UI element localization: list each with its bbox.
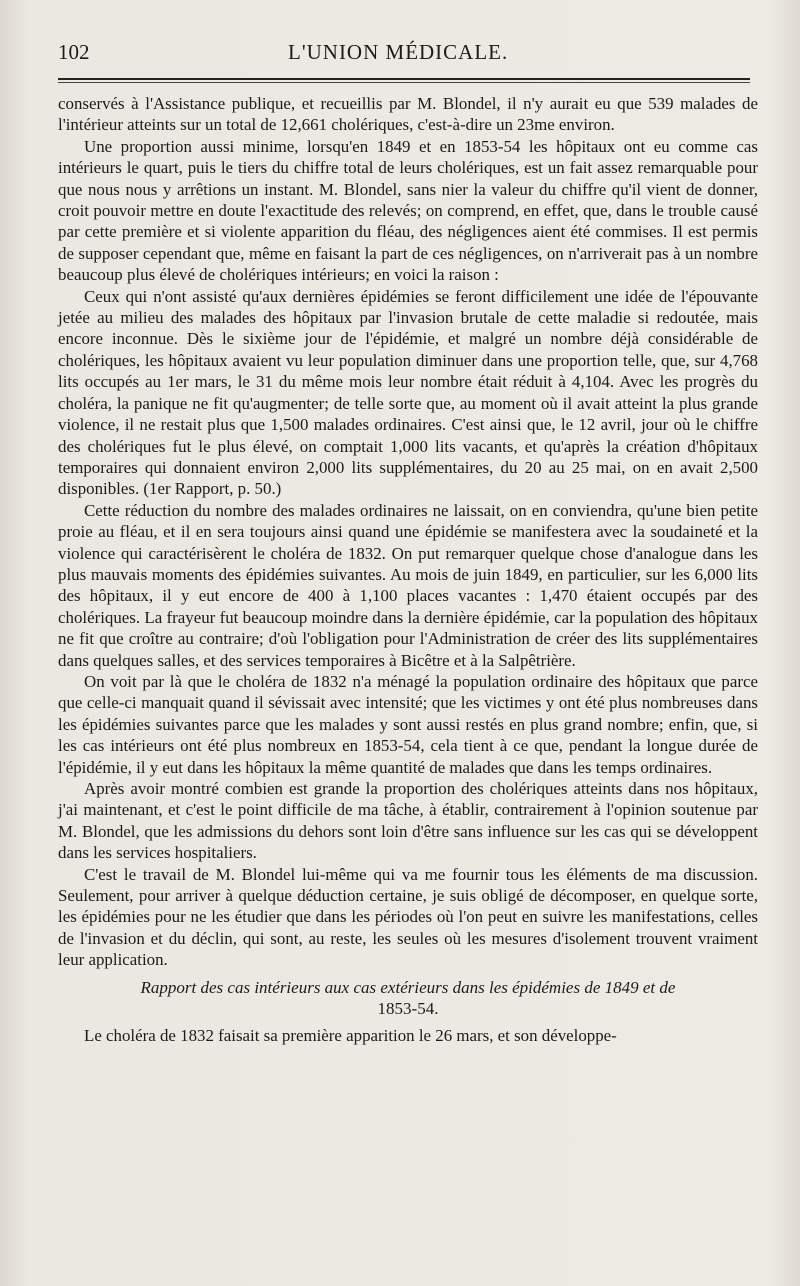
header-rule-thin — [58, 82, 750, 83]
paragraph: Après avoir montré combien est grande la proportion des cholériques atteints dans nos hôpitaux, j'ai maintenant, et c'est le point difficile de ma tâche, à établir, contrairement à l'opinion soutenue par M. Blondel, que les admissions du dehors sont loin d'être sans influence sur les cas qui se développent dans les services hospitaliers. — [58, 779, 758, 863]
running-title: L'UNION MÉDICALE. — [288, 40, 509, 64]
paragraph: C'est le travail de M. Blondel lui-même qui va me fournir tous les éléments de ma discussion. Seulement, pour arriver à quelque déduction certaine, je suis obligé de décomposer, en quelque sorte, les épidémies pour ne les étudier que dans les périodes où l'on peut en suivre les manifestations, celles de l'invasion et du déclin, qui sont, au reste, les seules où les mesures d'isolement trouvent vraiment leur application. — [58, 864, 758, 970]
paragraph: On voit par là que le choléra de 1832 n'a ménagé la population ordinaire des hôpitaux que parce que celle-ci manquait quand il sévissait avec intensité; que les victimes y ont été plus nombreuses dans les épidémies suivantes parce que les malades y sont aussi restés en plus grand nombre; enfin, que, si les cas intérieurs ont été plus nombreux en 1853-54, cela tient à ce que, pendant la longue durée de l'épidémie, il y eut dans les hôpitaux la même quantité de malades que dans les temps ordinaires. — [58, 671, 758, 777]
paragraph: Ceux qui n'ont assisté qu'aux dernières épidémies se feront difficilement une idée de l'épouvante jetée au milieu des malades des hôpitaux par l'invasion brutale de cette maladie si redoutée, mais encore inconnue. Dès le sixième jour de l'épidémie, et malgré un nombre déjà considérable de cholériques, les hôpitaux avaient vu leur population diminuer dans une proportion telle, que, sur 4,768 lits occupés au 1er mars, le 31 du même mois leur nombre était réduit à 4,104. Avec les progrès du choléra, la panique ne fit qu'augmenter; de telle sorte que, au moment où il avait atteint la plus grande violence, il ne restait plus que 1,500 malades ordinaires. C'est ainsi que, le 12 avril, jour où le chiffre des cholériques fut le plus élevé, on comptait 1,000 lits vacants, et qu'après la création d'hôpitaux temporaires qui donnaient environ 2,000 lits supplémentaires, du 20 au 25 mai, on en avait 2,500 disponibles. (1er Rapport, p. 50.) — [58, 286, 758, 499]
paragraph: Une proportion aussi minime, lorsqu'en 1849 et en 1853-54 les hôpitaux ont eu comme cas intérieurs le quart, puis le tiers du chiffre total de leurs cholériques, est un fait assez remarquable pour que nous nous y arrêtions un instant. M. Blondel, sans nier la valeur du chiffre qu'il vient de donner, croit pouvoir mettre en doute l'exactitude des relevés; on comprend, en effet, que, dans le trouble causé par cette première et si violente apparition du fléau, des négligences aient été commises. Il est permis de supposer cependant que, même en faisant la part de ces négligences, on n'arriverait pas à un nombre beaucoup plus élevé de cholériques intérieurs; en voici la raison : — [58, 136, 758, 285]
paragraph: Cette réduction du nombre des malades ordinaires ne laissait, on en conviendra, qu'une bien petite proie au fléau, et il en sera toujours ainsi quand une épidémie se manifestera avec la soudaineté et la violence qui caractérisèrent le choléra de 1832. On put remarquer quelque chose d'analogue dans les plus mauvais moments des épidémies suivantes. Au mois de juin 1849, en particulier, sur les 6,000 lits des hôpitaux, il y eut encore de 400 à 1,100 places vacantes : 1,470 étaient occupés par des cholériques. La frayeur fut beaucoup moindre dans la dernière épidémie, car la population des hôpitaux ne fit que croître au contraire; d'où l'obligation pour l'Administration de créer des lits supplémentaires dans quelques salles, et des services temporaires à Bicêtre et à la Salpêtrière. — [58, 500, 758, 670]
body-text — [58, 93, 758, 971]
page-number: 102 — [58, 40, 90, 64]
header-rule — [58, 78, 750, 80]
paragraph: conservés à l'Assistance publique, et recueillis par M. Blondel, il n'y aurait eu que 539 malades de l'intérieur atteints sur un total de 12,661 cholériques, c'est-à-dire un 23me environ. — [58, 94, 758, 135]
page-header — [58, 40, 762, 74]
paragraph: Le choléra de 1832 faisait sa première apparition le 26 mars, et son développe- — [84, 1025, 617, 1045]
section-title-text: Rapport des cas intérieurs aux cas extérieurs dans les épidémies de 1849 et de — [140, 977, 676, 997]
closing-text — [58, 1025, 758, 1046]
section-heading — [58, 977, 758, 1019]
section-title-years: 1853-54. — [377, 998, 439, 1018]
